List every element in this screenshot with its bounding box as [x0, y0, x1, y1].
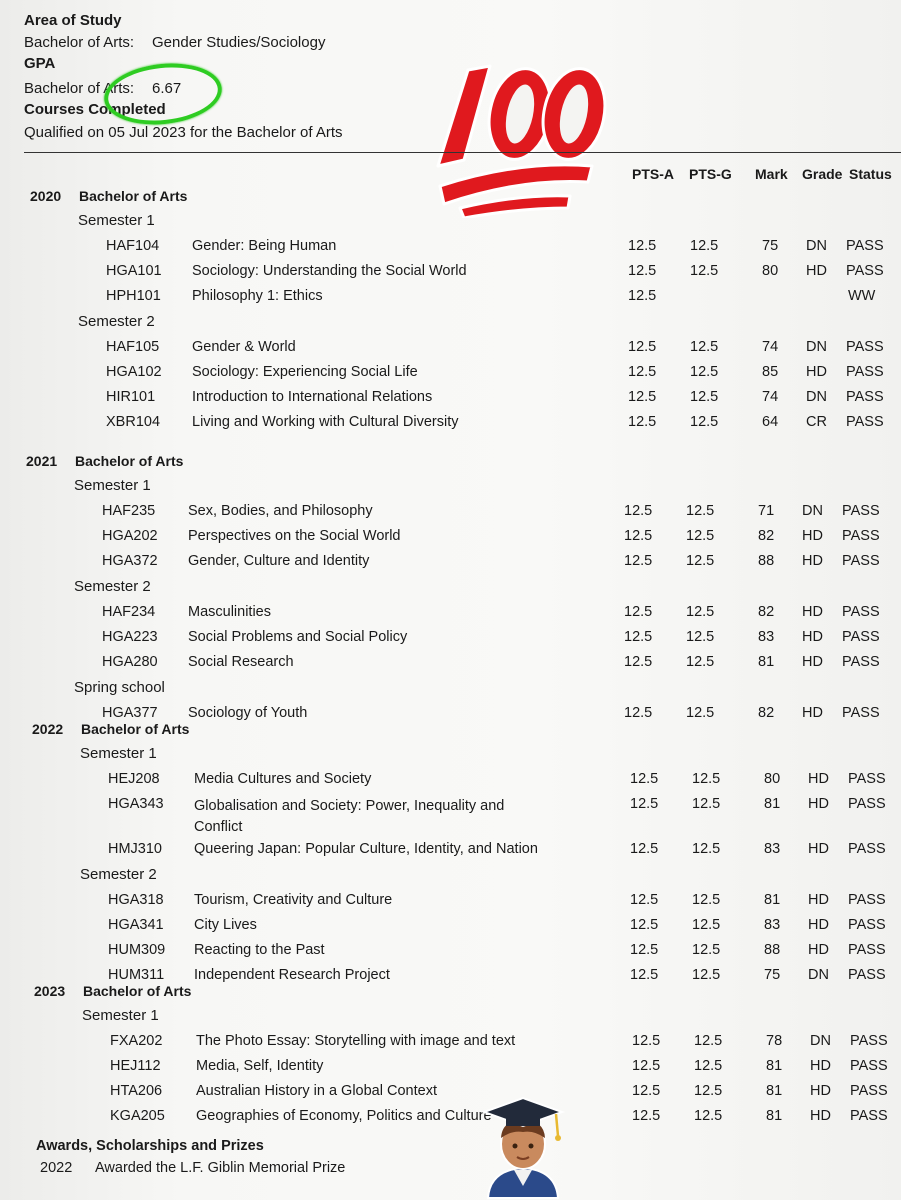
pts-g-value: 12.5	[694, 1108, 723, 1124]
course-code: FXA202	[110, 1033, 163, 1049]
status-value: PASS	[842, 705, 880, 721]
pts-g-value: 12.5	[686, 503, 715, 519]
status-value: PASS	[842, 604, 880, 620]
course-title: Gender & World	[192, 339, 296, 355]
session-label: Semester 2	[78, 313, 155, 330]
table-row	[0, 1083, 901, 1105]
mark-value: 81	[764, 892, 781, 908]
table-row	[0, 503, 901, 525]
table-row	[0, 389, 901, 411]
pts-g-value: 12.5	[692, 892, 721, 908]
courses-completed-label: Courses Completed	[24, 101, 166, 118]
pts-a-value: 12.5	[630, 771, 659, 787]
status-value: PASS	[846, 238, 884, 254]
pts-a-value: 12.5	[632, 1058, 661, 1074]
course-code: HEJ208	[108, 771, 160, 787]
table-row	[0, 263, 901, 285]
mark-value: 81	[764, 796, 781, 812]
pts-a-value: 12.5	[628, 238, 657, 254]
course-code: HGA202	[102, 528, 158, 544]
course-code: HTA206	[110, 1083, 163, 1099]
pts-a-value: 12.5	[630, 841, 659, 857]
course-code: HUM311	[108, 967, 165, 983]
pts-g-value: 12.5	[690, 364, 719, 380]
status-value: PASS	[846, 263, 884, 279]
major-value: Gender Studies/Sociology	[152, 34, 326, 51]
course-code: HGA102	[106, 364, 162, 380]
pts-a-value: 12.5	[628, 364, 657, 380]
grade-value: HD	[808, 796, 829, 812]
pts-g-value: 12.5	[692, 967, 721, 983]
course-title: Perspectives on the Social World	[188, 528, 401, 544]
pts-g-value: 12.5	[686, 705, 715, 721]
grade-value: DN	[808, 967, 829, 983]
status-value: PASS	[842, 654, 880, 670]
course-title: Sociology of Youth	[188, 705, 308, 721]
table-row	[0, 604, 901, 626]
course-title: Reacting to the Past	[194, 942, 325, 958]
pts-g-value: 12.5	[694, 1083, 723, 1099]
grade-value: HD	[808, 841, 829, 857]
mark-value: 74	[762, 389, 779, 405]
status-value: PASS	[848, 917, 886, 933]
pts-a-value: 12.5	[632, 1108, 661, 1124]
course-title: Media Cultures and Society	[194, 771, 372, 787]
pts-g-value: 12.5	[686, 553, 715, 569]
mark-value: 71	[758, 503, 775, 519]
col-status-header: Status	[849, 166, 892, 182]
course-code: HGA318	[108, 892, 164, 908]
session-label: Semester 2	[80, 866, 157, 883]
pts-g-value: 12.5	[692, 796, 721, 812]
hundred-points-icon	[420, 48, 610, 218]
awards-year: 2022	[40, 1160, 73, 1176]
table-row	[0, 654, 901, 676]
status-value: PASS	[848, 967, 886, 983]
pts-a-value: 12.5	[630, 967, 659, 983]
status-value: WW	[848, 288, 876, 304]
year-label: 2022	[32, 721, 64, 737]
year-label: 2020	[30, 188, 62, 204]
mark-value: 80	[764, 771, 781, 787]
status-value: PASS	[850, 1033, 888, 1049]
table-row	[0, 841, 901, 863]
grade-value: HD	[802, 604, 823, 620]
col-ptsa-header: PTS-A	[632, 166, 674, 182]
course-title: Globalisation and Society: Power, Inequality and Conflict	[194, 798, 505, 835]
year-label: 2023	[34, 983, 66, 999]
program-label: Bachelor of Arts	[75, 453, 184, 469]
course-code: HGA223	[102, 629, 158, 645]
table-row	[0, 1108, 901, 1130]
course-title: Philosophy 1: Ethics	[192, 288, 323, 304]
grade-value: HD	[802, 705, 823, 721]
grade-value: HD	[808, 942, 829, 958]
table-row	[0, 917, 901, 939]
pts-a-value: 12.5	[624, 553, 653, 569]
pts-a-value: 12.5	[624, 604, 653, 620]
mark-value: 81	[766, 1058, 783, 1074]
mark-value: 82	[758, 604, 775, 620]
grade-value: DN	[810, 1033, 831, 1049]
course-title: Geographies of Economy, Politics and Culture	[196, 1108, 492, 1124]
pts-g-value: 12.5	[690, 339, 719, 355]
course-code: HEJ112	[110, 1058, 161, 1074]
mark-value: 81	[758, 654, 775, 670]
mark-value: 81	[766, 1083, 783, 1099]
status-value: PASS	[842, 528, 880, 544]
pts-a-value: 12.5	[630, 917, 659, 933]
status-value: PASS	[846, 389, 884, 405]
col-grade-header: Grade	[802, 166, 843, 182]
pts-g-value: 12.5	[686, 604, 715, 620]
pts-a-value: 12.5	[624, 705, 653, 721]
status-value: PASS	[848, 796, 886, 812]
grade-value: DN	[806, 339, 827, 355]
mark-value: 64	[762, 414, 779, 430]
course-code: HUM309	[108, 942, 166, 958]
gpa-highlight-circle	[101, 58, 225, 130]
table-row	[0, 414, 901, 436]
grade-value: DN	[806, 238, 827, 254]
pts-g-value: 12.5	[690, 414, 719, 430]
course-code: HGA343	[108, 796, 164, 812]
course-title: Social Research	[188, 654, 294, 670]
pts-g-value: 12.5	[686, 528, 715, 544]
status-value: PASS	[850, 1108, 888, 1124]
grade-value: HD	[802, 553, 823, 569]
mark-value: 80	[762, 263, 779, 279]
col-ptsg-header: PTS-G	[689, 166, 732, 182]
course-code: HGA341	[108, 917, 164, 933]
course-code: HIR101	[106, 389, 156, 405]
mark-value: 88	[764, 942, 781, 958]
table-row	[0, 892, 901, 914]
session-label: Semester 2	[74, 578, 151, 595]
header-divider	[24, 152, 901, 153]
pts-g-value: 12.5	[692, 942, 721, 958]
pts-g-value: 12.5	[690, 238, 719, 254]
status-value: PASS	[850, 1083, 888, 1099]
table-row	[0, 364, 901, 386]
grade-value: HD	[808, 771, 829, 787]
status-value: PASS	[848, 841, 886, 857]
mark-value: 83	[758, 629, 775, 645]
mark-value: 74	[762, 339, 779, 355]
area-of-study-label: Area of Study	[24, 12, 122, 29]
mark-value: 85	[762, 364, 779, 380]
gpa-degree-label: Bachelor of Arts:	[24, 80, 135, 97]
status-value: PASS	[842, 503, 880, 519]
status-value: PASS	[848, 942, 886, 958]
pts-a-value: 12.5	[628, 339, 657, 355]
grade-value: HD	[802, 654, 823, 670]
pts-a-value: 12.5	[628, 263, 657, 279]
grade-value: DN	[802, 503, 823, 519]
pts-g-value: 12.5	[694, 1058, 723, 1074]
gpa-value: 6.67	[152, 80, 182, 97]
table-row	[0, 1033, 901, 1055]
course-code: HGA101	[106, 263, 162, 279]
status-value: PASS	[846, 364, 884, 380]
grade-value: HD	[810, 1083, 831, 1099]
session-label: Spring school	[74, 679, 165, 696]
pts-a-value: 12.5	[630, 892, 659, 908]
status-value: PASS	[842, 553, 880, 569]
pts-a-value: 12.5	[624, 528, 653, 544]
status-value: PASS	[848, 892, 886, 908]
grade-value: HD	[808, 892, 829, 908]
course-title: City Lives	[194, 917, 257, 933]
grade-value: HD	[802, 629, 823, 645]
grade-value: HD	[802, 528, 823, 544]
mark-value: 82	[758, 528, 775, 544]
qualified-line: Qualified on 05 Jul 2023 for the Bachelor of Arts	[24, 124, 343, 141]
grade-value: HD	[810, 1108, 831, 1124]
pts-a-value: 12.5	[630, 942, 659, 958]
pts-g-value: 12.5	[690, 389, 719, 405]
gpa-label: GPA	[24, 55, 56, 72]
mark-value: 75	[762, 238, 779, 254]
awards-title: Awards, Scholarships and Prizes	[36, 1138, 264, 1154]
grade-value: HD	[806, 364, 827, 380]
mark-value: 83	[764, 917, 781, 933]
grade-value: HD	[810, 1058, 831, 1074]
status-value: PASS	[846, 339, 884, 355]
status-value: PASS	[848, 771, 886, 787]
course-title: Australian History in a Global Context	[196, 1083, 437, 1099]
mark-value: 81	[766, 1108, 783, 1124]
pts-a-value: 12.5	[624, 503, 653, 519]
table-row	[0, 942, 901, 964]
pts-a-value: 12.5	[630, 796, 659, 812]
table-row	[0, 288, 901, 310]
course-title: Social Problems and Social Policy	[188, 629, 408, 645]
course-code: KGA205	[110, 1108, 165, 1124]
pts-a-value: 12.5	[632, 1033, 661, 1049]
table-row	[0, 629, 901, 651]
pts-a-value: 12.5	[632, 1083, 661, 1099]
pts-a-value: 12.5	[628, 389, 657, 405]
session-label: Semester 1	[82, 1007, 159, 1024]
course-code: HAF105	[106, 339, 160, 355]
graduate-icon	[478, 1090, 568, 1200]
program-label: Bachelor of Arts	[81, 721, 190, 737]
grade-value: HD	[806, 263, 827, 279]
course-code: HGA280	[102, 654, 158, 670]
course-title: Tourism, Creativity and Culture	[194, 892, 393, 908]
program-label: Bachelor of Arts	[79, 188, 188, 204]
course-code: HMJ310	[108, 841, 162, 857]
status-value: PASS	[850, 1058, 888, 1074]
mark-value: 88	[758, 553, 775, 569]
table-row	[0, 771, 901, 793]
session-label: Semester 1	[78, 212, 155, 229]
course-code: HGA377	[102, 705, 158, 721]
pts-g-value: 12.5	[692, 917, 721, 933]
course-title: Gender, Culture and Identity	[188, 553, 370, 569]
pts-g-value: 12.5	[692, 771, 721, 787]
status-value: PASS	[842, 629, 880, 645]
course-code: HAF104	[106, 238, 160, 254]
grade-value: CR	[806, 414, 827, 430]
course-title: Queering Japan: Popular Culture, Identity, and Nation	[194, 841, 538, 857]
mark-value: 82	[758, 705, 775, 721]
pts-a-value: 12.5	[624, 654, 653, 670]
course-title: Introduction to International Relations	[192, 389, 433, 405]
course-title: Sex, Bodies, and Philosophy	[188, 503, 373, 519]
course-title: Gender: Being Human	[192, 238, 337, 254]
mark-value: 75	[764, 967, 781, 983]
table-row	[0, 796, 901, 835]
course-code: HAF234	[102, 604, 156, 620]
course-title: Sociology: Experiencing Social Life	[192, 364, 418, 380]
pts-g-value: 12.5	[686, 654, 715, 670]
course-code: XBR104	[106, 414, 161, 430]
course-title: Independent Research Project	[194, 967, 390, 983]
course-title: The Photo Essay: Storytelling with image and text	[196, 1033, 516, 1049]
col-mark-header: Mark	[755, 166, 788, 182]
session-label: Semester 1	[80, 745, 157, 762]
course-title: Sociology: Understanding the Social World	[192, 263, 467, 279]
grade-value: HD	[808, 917, 829, 933]
status-value: PASS	[846, 414, 884, 430]
course-code: HPH101	[106, 288, 161, 304]
table-row	[0, 528, 901, 550]
grade-value: DN	[806, 389, 827, 405]
pts-g-value: 12.5	[686, 629, 715, 645]
degree-line-label: Bachelor of Arts:	[24, 34, 135, 51]
pts-a-value: 12.5	[628, 288, 657, 304]
pts-g-value: 12.5	[692, 841, 721, 857]
table-row	[0, 553, 901, 575]
mark-value: 78	[766, 1033, 783, 1049]
course-title: Masculinities	[188, 604, 271, 620]
session-label: Semester 1	[74, 477, 151, 494]
pts-a-value: 12.5	[628, 414, 657, 430]
year-label: 2021	[26, 453, 58, 469]
course-code: HAF235	[102, 503, 156, 519]
table-row	[0, 1058, 901, 1080]
table-row	[0, 339, 901, 361]
awards-text: Awarded the L.F. Giblin Memorial Prize	[95, 1160, 346, 1176]
course-title: Living and Working with Cultural Diversity	[192, 414, 459, 430]
program-label: Bachelor of Arts	[83, 983, 192, 999]
course-title: Media, Self, Identity	[196, 1058, 324, 1074]
table-row	[0, 238, 901, 260]
pts-g-value: 12.5	[694, 1033, 723, 1049]
mark-value: 83	[764, 841, 781, 857]
pts-a-value: 12.5	[624, 629, 653, 645]
course-code: HGA372	[102, 553, 158, 569]
pts-g-value: 12.5	[690, 263, 719, 279]
